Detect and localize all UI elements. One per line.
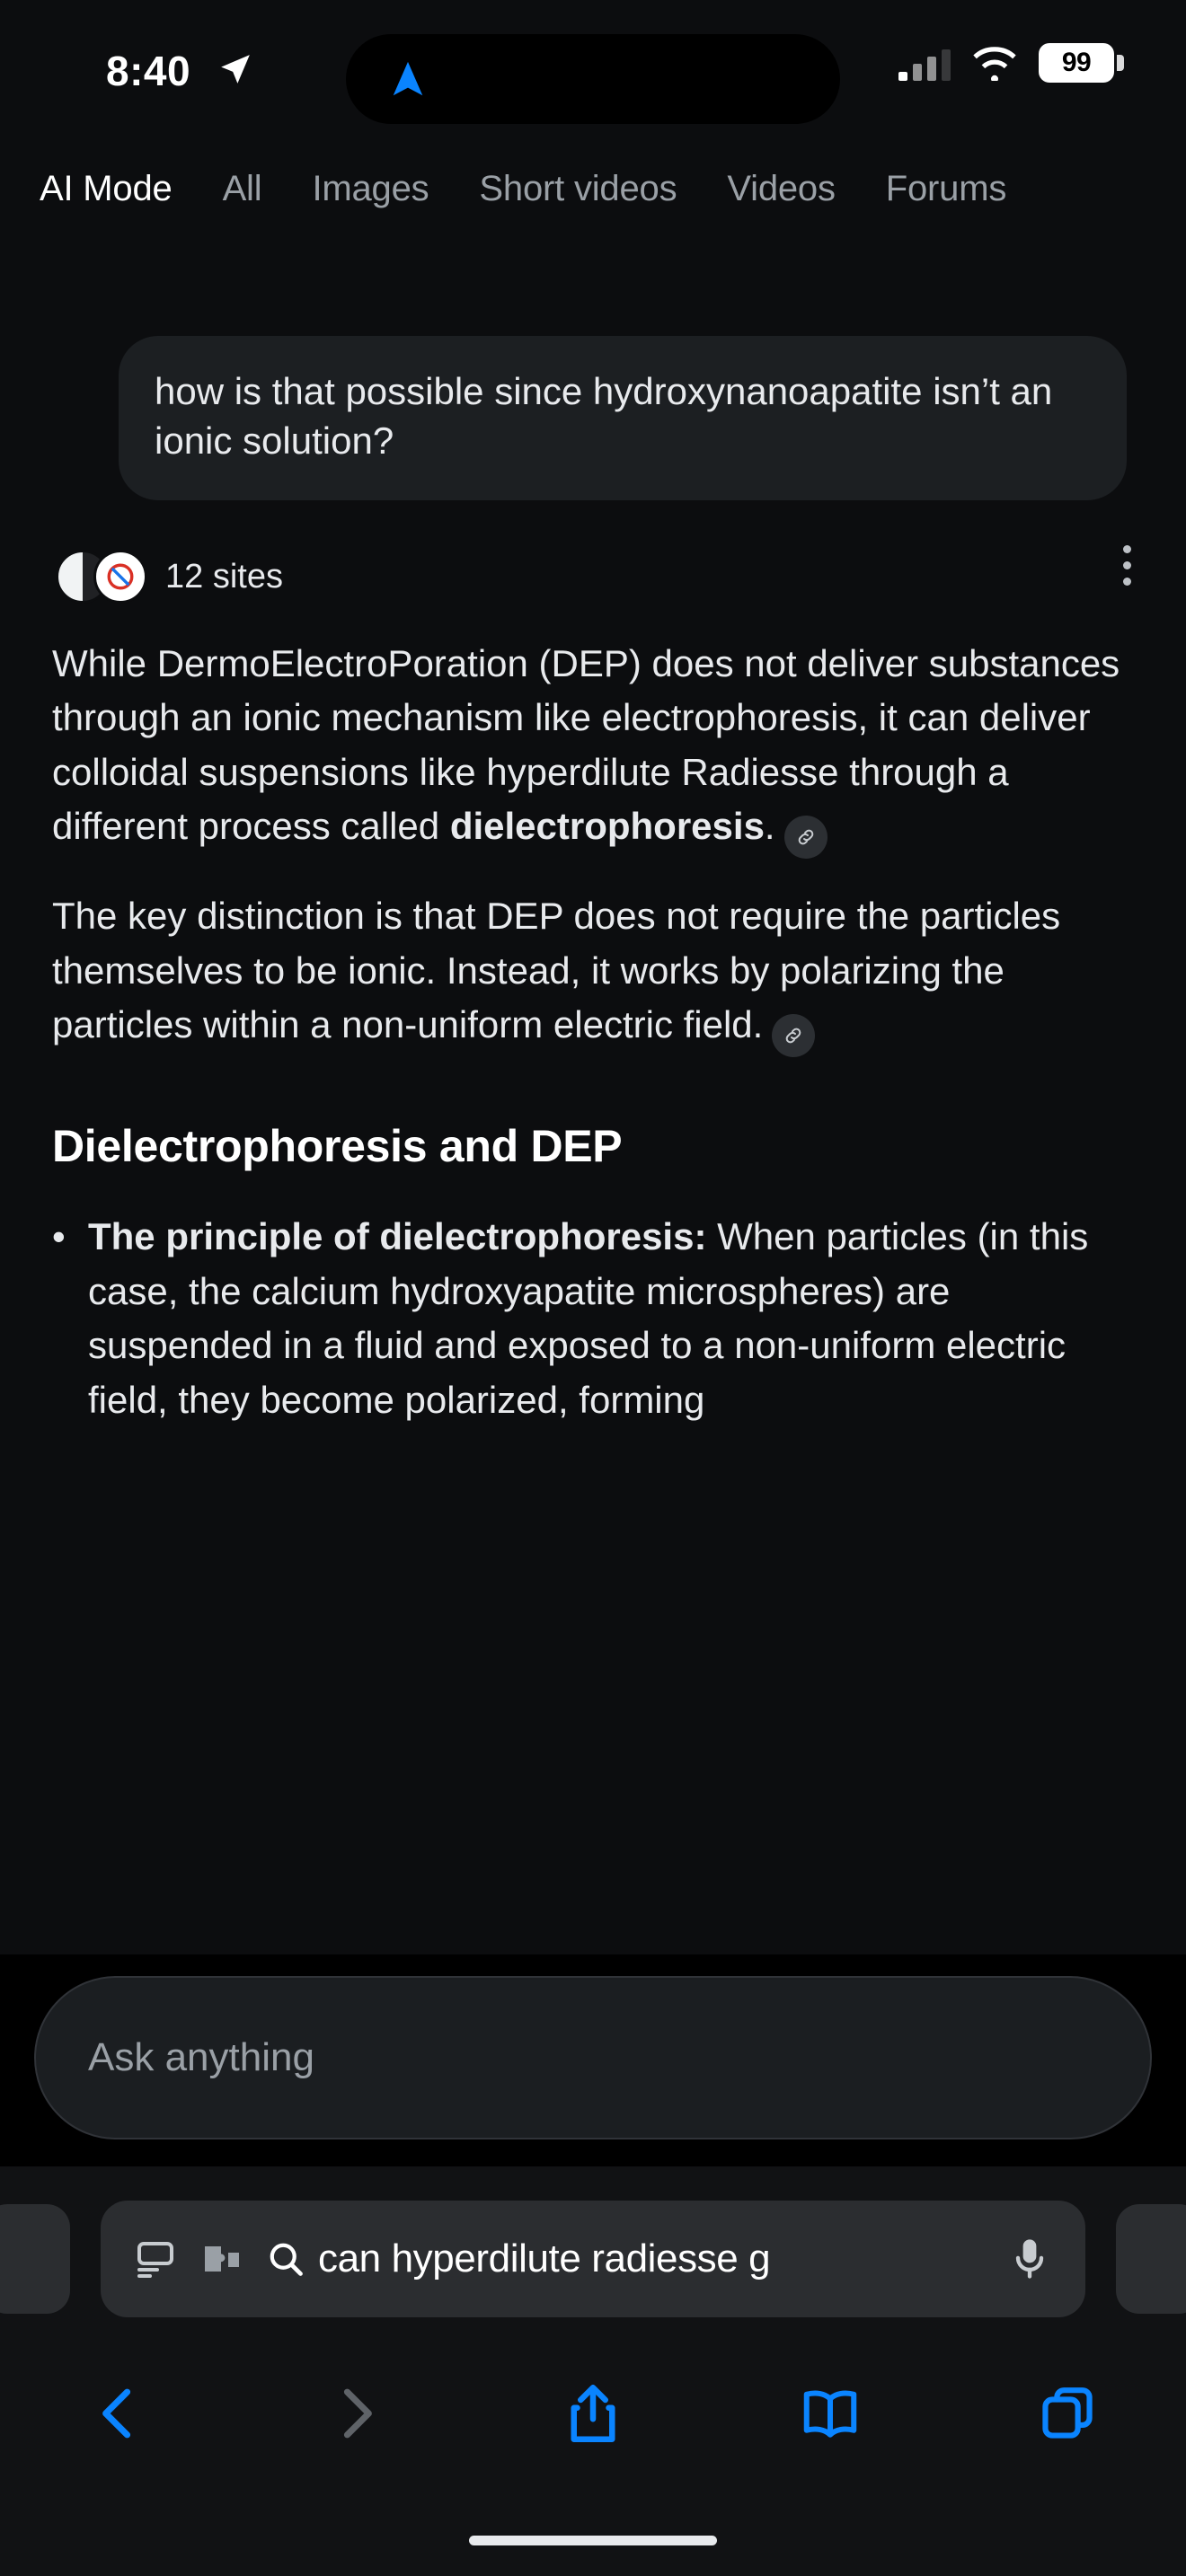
citation-link-icon-2[interactable] xyxy=(772,1014,815,1057)
answer-paragraph-1-bold: dielectrophoresis xyxy=(449,805,765,848)
kebab-menu-icon[interactable] xyxy=(1123,545,1134,594)
sources-count-label: 12 sites xyxy=(165,558,283,596)
cellular-bars-icon xyxy=(898,45,951,81)
list-item-body: When particles (in this case, the calcium hydroxyapatite microspheres) are suspended in a fluid and exposed to a non-uniform electric field, they become polarized, forming xyxy=(88,1215,1089,1421)
battery-indicator xyxy=(1039,43,1114,83)
navigation-arrow-icon xyxy=(387,57,429,101)
next-tab-peek[interactable] xyxy=(1116,2204,1186,2314)
answer-paragraph-2 xyxy=(52,889,1130,1057)
source-avatars xyxy=(56,550,153,605)
ask-anything-input[interactable] xyxy=(34,1976,1152,2139)
answer-paragraph-1-lead: While DermoElectroPoration (DEP) does not deliver substances through an ionic mechanism like electrophoresis, it can deliver colloidal suspensions like hyperdilute Radiesse through a different process called xyxy=(52,641,1120,848)
bookmarks-button[interactable] xyxy=(712,2337,949,2490)
location-arrow-icon xyxy=(218,52,252,86)
browser-toolbar[interactable] xyxy=(0,2337,1186,2490)
sources-row[interactable] xyxy=(56,549,1186,606)
magnifier-icon xyxy=(266,2239,305,2279)
section-heading: Dielectrophoresis and DEP xyxy=(52,1121,623,1172)
previous-tab-peek[interactable] xyxy=(0,2204,70,2314)
copy-squares-icon xyxy=(1040,2386,1095,2441)
search-mode-tabs[interactable] xyxy=(0,135,1186,230)
tab-short-videos[interactable]: Short videos xyxy=(479,168,677,208)
link-icon xyxy=(795,826,817,848)
content-fade-overlay xyxy=(0,1658,1186,1954)
home-indicator xyxy=(469,2536,717,2545)
browser-tab-strip[interactable] xyxy=(0,2166,1186,2333)
list-item-text xyxy=(88,1210,1132,1427)
site-favicon-icon xyxy=(105,561,136,592)
list-item-lead-bold: The principle of dielectrophoresis: xyxy=(88,1215,707,1258)
tab-images[interactable]: Images xyxy=(312,168,429,208)
address-bar[interactable] xyxy=(101,2201,1085,2317)
book-icon xyxy=(801,2386,860,2440)
citation-link-icon[interactable] xyxy=(784,816,828,859)
microphone-icon[interactable] xyxy=(1010,2236,1049,2282)
back-button[interactable] xyxy=(0,2337,237,2490)
share-button[interactable] xyxy=(474,2337,712,2490)
status-bar-indicators xyxy=(898,43,1114,83)
dynamic-island[interactable] xyxy=(346,34,840,124)
wifi-icon xyxy=(970,45,1019,81)
answer-paragraph-1-tail: . xyxy=(764,805,775,848)
tab-all[interactable]: All xyxy=(222,168,262,208)
share-up-icon xyxy=(565,2382,621,2445)
browser-bottom-chrome xyxy=(0,2166,1186,2576)
link-icon xyxy=(783,1025,804,1046)
ask-anything-placeholder: Ask anything xyxy=(88,2035,314,2079)
tab-ai-mode[interactable]: AI Mode xyxy=(40,168,173,208)
tabs-button[interactable] xyxy=(949,2337,1186,2490)
puzzle-extension-icon[interactable] xyxy=(199,2239,246,2279)
chevron-right-icon xyxy=(330,2386,382,2441)
tab-videos[interactable]: Videos xyxy=(727,168,836,208)
status-bar-time: 8:40 xyxy=(106,48,191,94)
source-avatar-2 xyxy=(93,550,147,604)
status-bar xyxy=(0,0,1186,135)
page-format-icon[interactable] xyxy=(133,2239,178,2279)
answer-paragraph-2-text: The key distinction is that DEP does not require the particles themselves to be ionic. Instead, it works by polarizing the particles within a non-uniform electric field. xyxy=(52,895,1061,1046)
answer-paragraph-1 xyxy=(52,637,1130,859)
bullet-marker: • xyxy=(52,1215,66,1258)
url-query-text: can hyperdilute radiesse g xyxy=(318,2236,771,2280)
list-item xyxy=(52,1210,1132,1427)
user-query-bubble: how is that possible since hydroxynanoapatite isn’t an ionic solution? xyxy=(119,336,1127,500)
forward-button[interactable] xyxy=(237,2337,474,2490)
chevron-left-icon xyxy=(93,2386,145,2441)
tab-forums[interactable]: Forums xyxy=(885,168,1007,208)
address-bar-text[interactable] xyxy=(266,2236,990,2281)
answer-scroll-area[interactable] xyxy=(0,230,1186,1954)
battery-percent-label: 99 xyxy=(1061,48,1092,77)
